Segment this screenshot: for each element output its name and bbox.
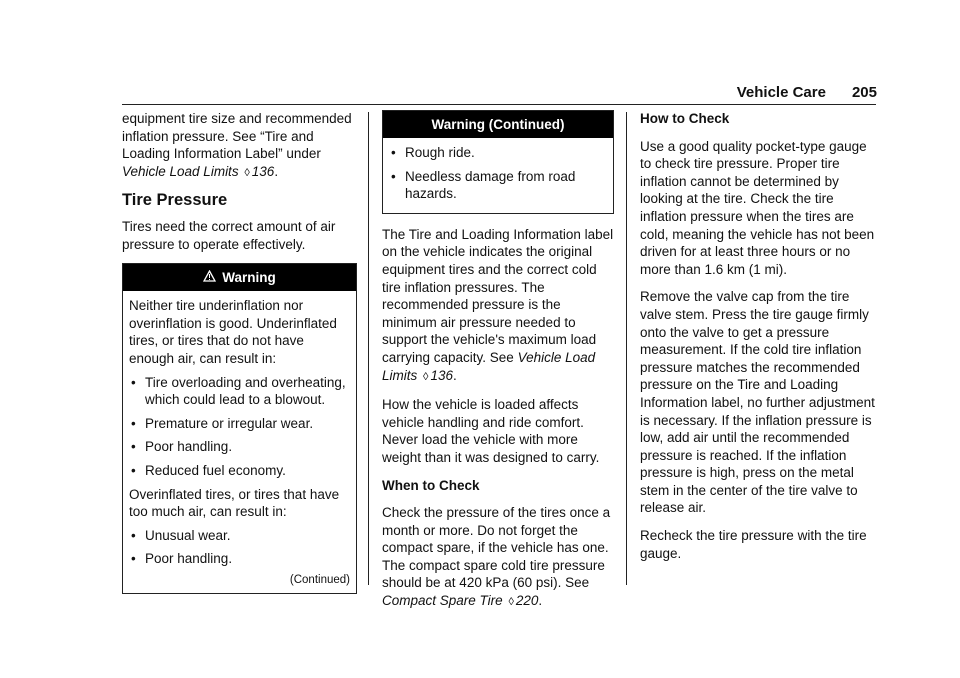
page-header <box>722 84 877 101</box>
warning-list <box>129 374 350 480</box>
section-title: Vehicle Care <box>736 84 826 101</box>
list-item: • Tire overloading and overheating, which could lead to a blowout. <box>129 374 350 409</box>
warning-intro: Neither tire underinflation nor overinflation is good. Underinflated tires, or tires that do not have enough air, can result in: <box>129 298 337 366</box>
page-ref-icon: ◊ <box>423 370 429 383</box>
list-item: • Rough ride. <box>389 144 607 162</box>
column-divider <box>368 112 369 585</box>
body-paragraph: Use a good quality pocket-type gauge to check tire pressure. Proper tire inflation cannot be determined by looking at the tire. Check the tire inflation pressure when the tires are cold, meaning the vehicle has not been driven for at least three hours or no more than 1.6 km (1 mi). <box>640 138 875 277</box>
list-item: • Reduced fuel economy. <box>129 462 350 480</box>
intro-text: equipment tire size and recommended inflation pressure. See “Tire and Loading Information Label” under <box>122 111 352 162</box>
page-ref-icon: ◊ <box>244 166 250 179</box>
warning-box-continued <box>382 110 614 214</box>
warning-mid-text: Overinflated tires, or tires that have too much air, can result in: <box>129 486 340 520</box>
body-paragraph: The Tire and Loading Information label on the vehicle indicates the original equipment tires and the correct cold tire inflation pressures. The recommended pressure is the minimum air pressure needed to support the vehicle's maximum load carrying capacity. See Vehicle Load Limits ◊ 136. <box>382 226 614 383</box>
page-ref-number[interactable]: 220 <box>515 593 539 609</box>
body-paragraph: How the vehicle is loaded affects vehicle handling and ride comfort. Never load the vehicle with more weight than it was designed to carry. <box>382 397 600 465</box>
cross-reference-link[interactable]: Vehicle Load Limits <box>382 349 596 383</box>
warning-title: Warning <box>222 270 276 286</box>
column-right <box>640 110 876 572</box>
subheading: How to Check <box>640 111 730 126</box>
list-item: • Needless damage from road hazards. <box>389 168 607 203</box>
column-left <box>122 110 357 606</box>
page-ref-number[interactable]: 136 <box>251 163 275 179</box>
column-divider <box>626 112 627 585</box>
warning-title-bar <box>123 264 356 291</box>
warning-title-bar: Warning (Continued) <box>383 111 613 138</box>
body-text: Check the pressure of the tires once a month or more. Do not forget the compact spare, if the vehicle has one. The compact spare cold tire pressure should be at 420 kPa (60 psi). See <box>382 505 611 591</box>
cross-reference-link[interactable]: Compact Spare Tire <box>382 593 503 609</box>
subheading: When to Check <box>382 477 480 493</box>
column-middle <box>382 110 614 622</box>
warning-body <box>383 138 613 213</box>
warning-list <box>389 144 607 203</box>
body-paragraph: Tires need the correct amount of air pressure to operate effectively. <box>122 218 336 252</box>
cross-reference-link[interactable]: Vehicle Load Limits <box>122 163 239 179</box>
intro-paragraph: equipment tire size and recommended inflation pressure. See “Tire and Loading Information Label” under Vehicle Load Limits ◊ 136. <box>122 111 352 179</box>
header-rule <box>122 104 876 105</box>
warning-body <box>123 291 356 593</box>
list-item: • Poor handling. <box>129 438 350 456</box>
warning-box <box>122 263 357 594</box>
list-item: • Premature or irregular wear. <box>129 415 350 433</box>
list-item: • Unusual wear. <box>129 527 350 545</box>
body-paragraph: Recheck the tire pressure with the tire gauge. <box>640 528 867 561</box>
body-paragraph: Remove the valve cap from the tire valve stem. Press the tire gauge firmly onto the valve to get a pressure measurement. If the cold tire inflation pressure matches the recommended pressure on the Tire and Loading Information label, no further adjustment is necessary. If the inflation pressure is low, add air until the recommended pressure is reached. If the inflation pressure is high, press on the metal stem in the center of the tire valve to release air. <box>640 289 875 516</box>
page-ref-number[interactable]: 136 <box>430 367 453 383</box>
section-heading: Tire Pressure <box>122 191 228 210</box>
warning-list <box>129 527 350 568</box>
continued-label: (Continued) <box>289 573 350 586</box>
body-text: The Tire and Loading Information label on the vehicle indicates the original equipment tires and the correct cold tire inflation pressures. The recommended pressure is the minimum air pressure needed to support the vehicle's maximum load carrying capacity. See <box>382 226 614 365</box>
page-number: 205 <box>851 84 877 101</box>
page-ref-icon: ◊ <box>508 596 514 609</box>
list-item: • Poor handling. <box>129 550 350 568</box>
warning-triangle-icon <box>203 264 216 291</box>
body-paragraph: Check the pressure of the tires once a month or more. Do not forget the compact spare, if the vehicle has one. The compact spare cold tire pressure should be at 420 kPa (60 psi). See Compact Spare Tire ◊ 220. <box>382 505 611 609</box>
